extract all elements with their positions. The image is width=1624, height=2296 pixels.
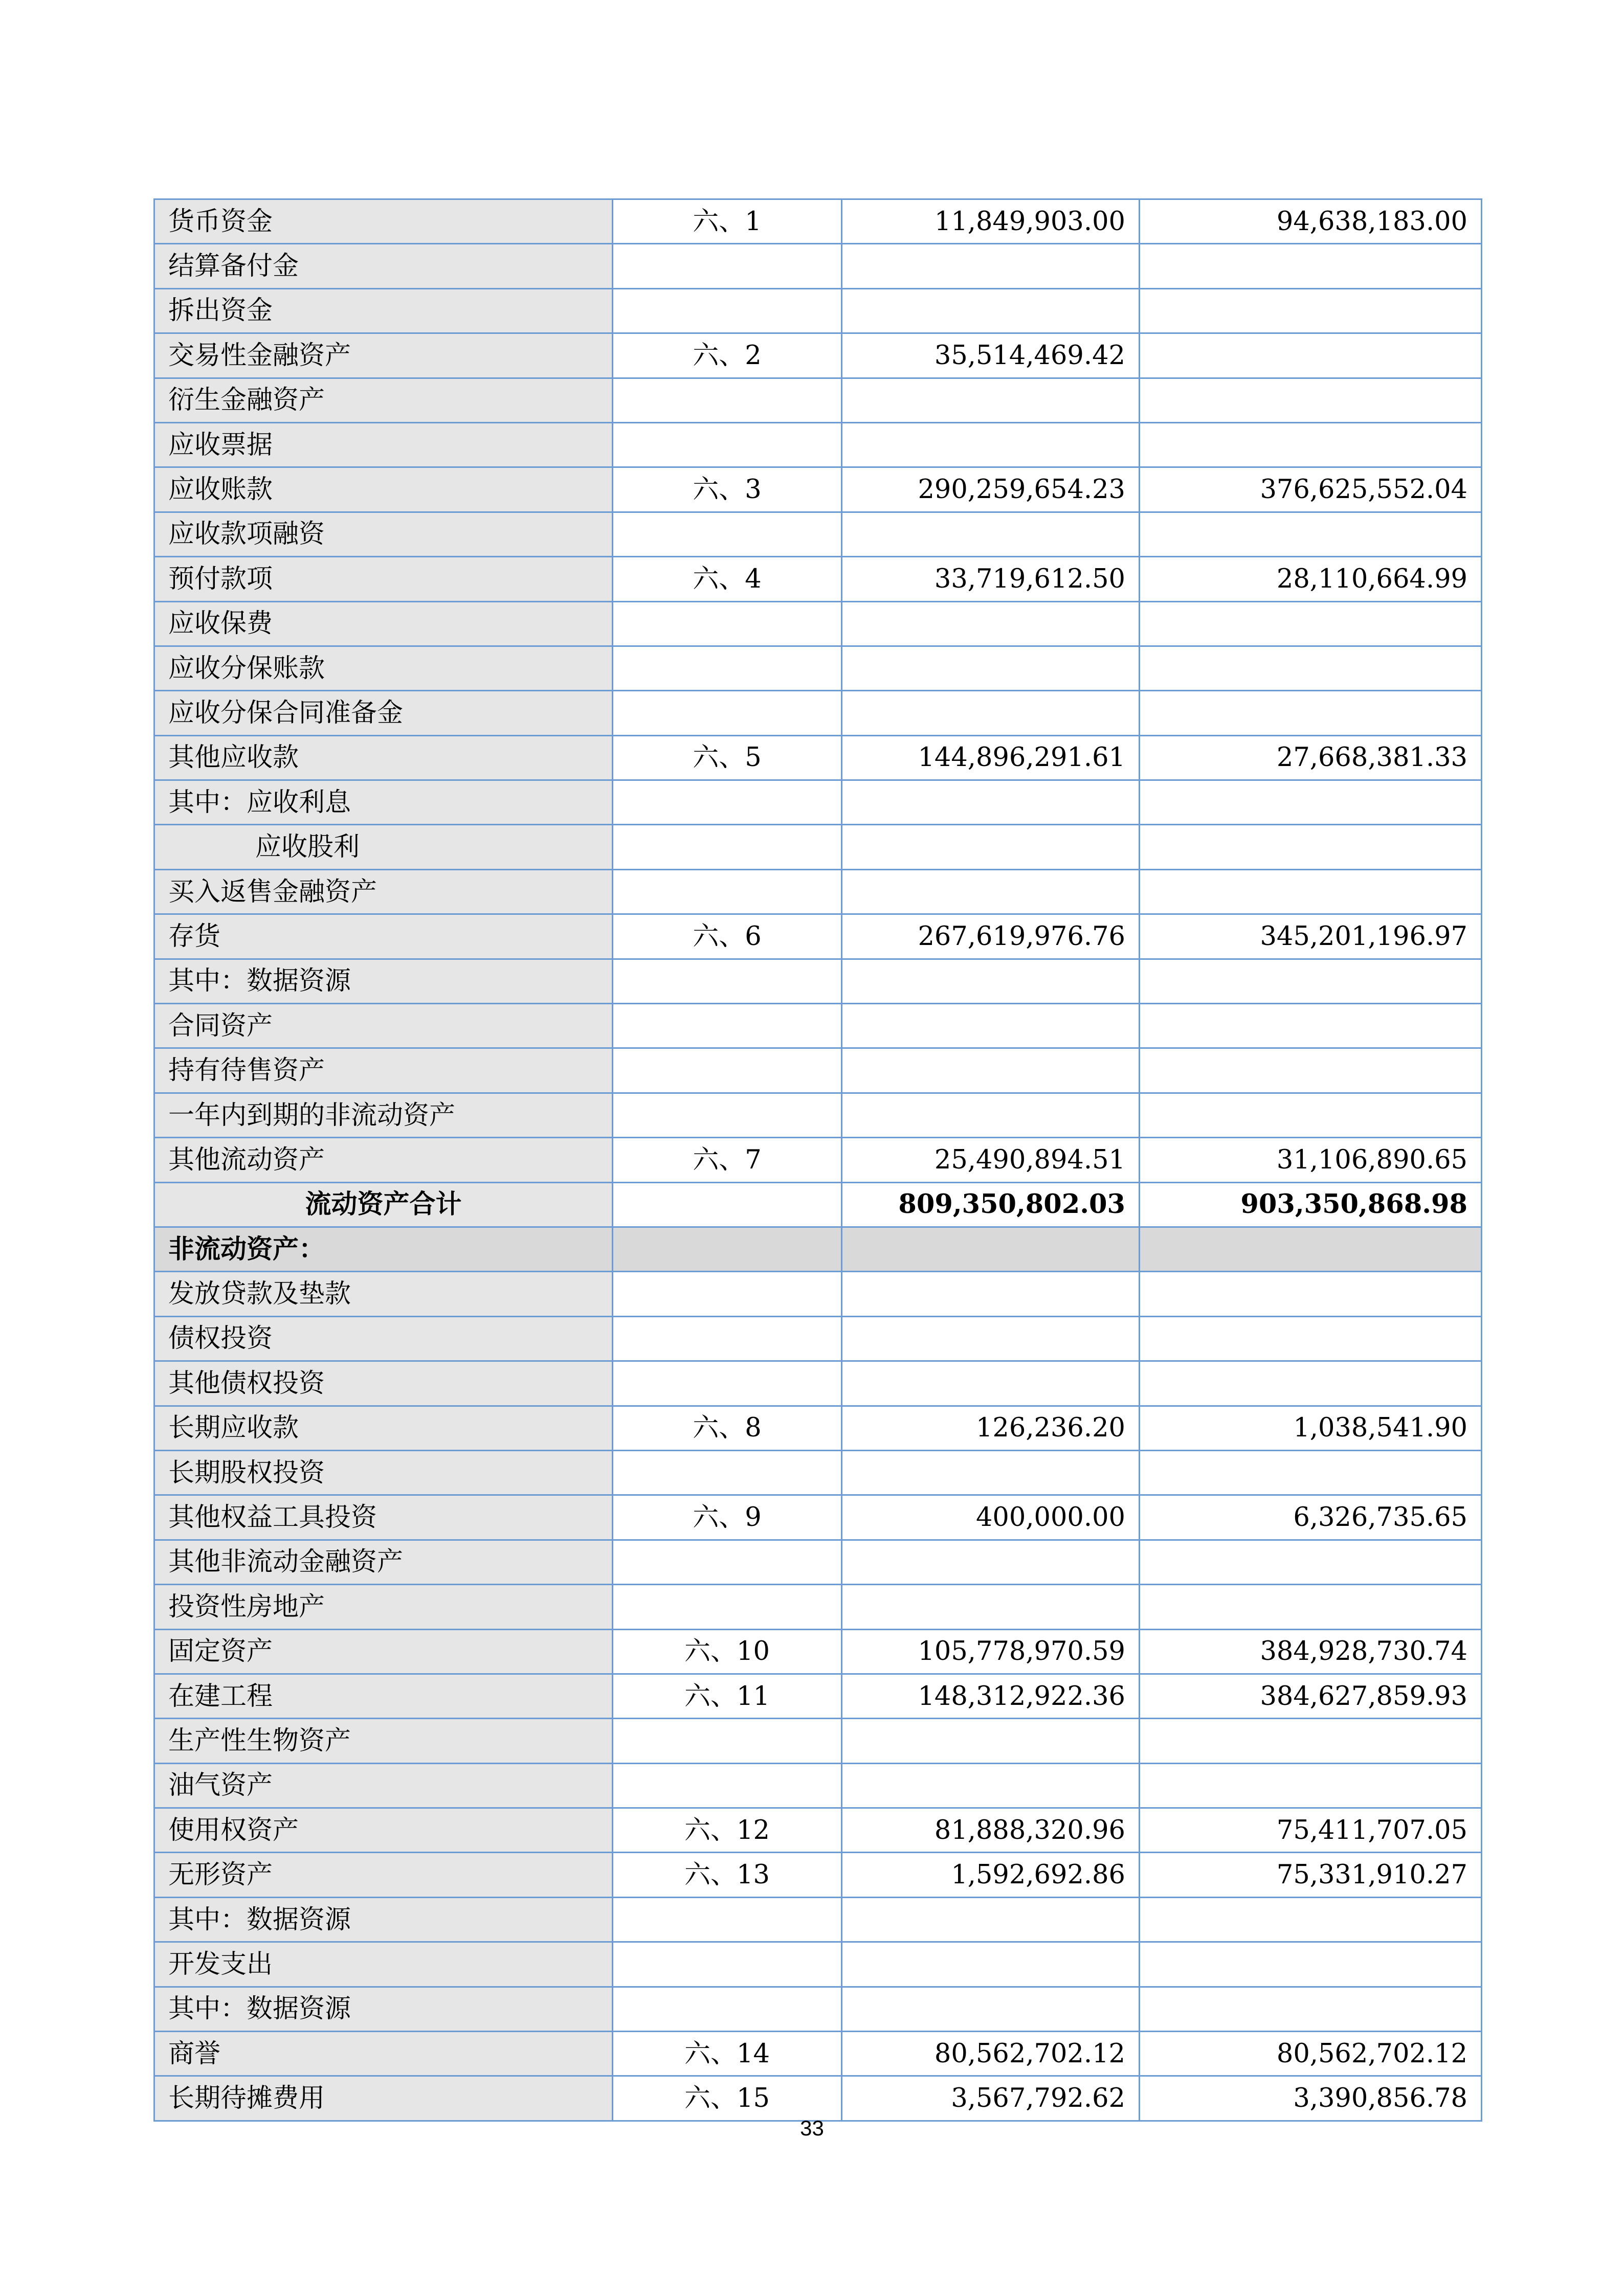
note-ref-cell — [613, 1897, 842, 1942]
current-period-amount: 400,000.00 — [842, 1495, 1140, 1540]
current-period-amount — [842, 378, 1140, 422]
current-period-amount: 809,350,802.03 — [842, 1182, 1140, 1227]
note-ref-cell: 六、9 — [613, 1495, 842, 1540]
table-row — [154, 1406, 1482, 1450]
prior-period-amount: 384,627,859.93 — [1140, 1674, 1482, 1718]
subtotal-row — [154, 1182, 1482, 1227]
note-ref-cell — [613, 1942, 842, 1987]
table-row — [154, 1897, 1482, 1942]
row-label: 交易性金融资产 — [154, 333, 613, 378]
current-period-amount — [842, 1361, 1140, 1406]
row-label: 固定资产 — [154, 1629, 613, 1674]
note-ref-cell — [613, 244, 842, 288]
note-ref-cell — [613, 1450, 842, 1495]
note-ref-cell — [613, 869, 842, 914]
table-row — [154, 199, 1482, 244]
current-period-amount — [842, 1987, 1140, 2031]
table-row — [154, 1048, 1482, 1093]
row-label: 预付款项 — [154, 557, 613, 601]
prior-period-amount — [1140, 288, 1482, 333]
prior-period-amount — [1140, 869, 1482, 914]
table-row — [154, 1093, 1482, 1137]
note-ref-cell — [613, 378, 842, 422]
current-period-amount — [842, 1316, 1140, 1361]
row-label: 非流动资产： — [154, 1227, 613, 1271]
note-ref-cell: 六、12 — [613, 1808, 842, 1853]
note-ref-cell — [613, 601, 842, 646]
table-row — [154, 1942, 1482, 1987]
table-row — [154, 1316, 1482, 1361]
current-period-amount — [842, 512, 1140, 556]
prior-period-amount — [1140, 244, 1482, 288]
table-row — [154, 1629, 1482, 1674]
current-period-amount — [842, 1897, 1140, 1942]
note-ref-cell — [613, 1048, 842, 1093]
table-row — [154, 2076, 1482, 2121]
row-label: 拆出资金 — [154, 288, 613, 333]
table-row — [154, 1540, 1482, 1584]
note-ref-cell: 六、13 — [613, 1853, 842, 1897]
table-row — [154, 1361, 1482, 1406]
current-period-amount — [842, 1585, 1140, 1629]
note-ref-cell — [613, 1093, 842, 1137]
row-label: 其中：数据资源 — [154, 1897, 613, 1942]
table-row — [154, 467, 1482, 512]
row-label: 货币资金 — [154, 199, 613, 244]
prior-period-amount: 903,350,868.98 — [1140, 1182, 1482, 1227]
row-label: 买入返售金融资产 — [154, 869, 613, 914]
current-period-amount: 144,896,291.61 — [842, 735, 1140, 780]
prior-period-amount: 27,668,381.33 — [1140, 735, 1482, 780]
current-period-amount — [842, 1227, 1140, 1271]
current-period-amount — [842, 825, 1140, 869]
row-label: 使用权资产 — [154, 1808, 613, 1853]
row-label: 应收保费 — [154, 601, 613, 646]
table-row — [154, 1272, 1482, 1316]
row-label: 债权投资 — [154, 1316, 613, 1361]
table-row — [154, 735, 1482, 780]
prior-period-amount — [1140, 422, 1482, 467]
note-ref-cell — [613, 1585, 842, 1629]
row-label: 应收分保账款 — [154, 646, 613, 690]
row-label: 持有待售资产 — [154, 1048, 613, 1093]
prior-period-amount — [1140, 646, 1482, 690]
note-ref-cell — [613, 825, 842, 869]
table-row — [154, 959, 1482, 1003]
row-label: 商誉 — [154, 2032, 613, 2076]
current-period-amount: 1,592,692.86 — [842, 1853, 1140, 1897]
prior-period-amount — [1140, 378, 1482, 422]
row-label: 长期待摊费用 — [154, 2076, 613, 2121]
prior-period-amount: 80,562,702.12 — [1140, 2032, 1482, 2076]
table-row — [154, 512, 1482, 556]
table-row — [154, 1450, 1482, 1495]
row-label: 合同资产 — [154, 1004, 613, 1048]
row-label: 结算备付金 — [154, 244, 613, 288]
row-label: 其中：数据资源 — [154, 1987, 613, 2031]
row-label: 衍生金融资产 — [154, 378, 613, 422]
prior-period-amount — [1140, 825, 1482, 869]
prior-period-amount: 1,038,541.90 — [1140, 1406, 1482, 1450]
table-row — [154, 1719, 1482, 1763]
prior-period-amount: 6,326,735.65 — [1140, 1495, 1482, 1540]
current-period-amount — [842, 1048, 1140, 1093]
table-row — [154, 378, 1482, 422]
table-row — [154, 244, 1482, 288]
table-row — [154, 825, 1482, 869]
table-row — [154, 333, 1482, 378]
note-ref-cell: 六、14 — [613, 2032, 842, 2076]
prior-period-amount — [1140, 1897, 1482, 1942]
note-ref-cell — [613, 1987, 842, 2031]
table-row — [154, 1495, 1482, 1540]
current-period-amount: 25,490,894.51 — [842, 1138, 1140, 1182]
prior-period-amount — [1140, 1316, 1482, 1361]
row-label: 应收分保合同准备金 — [154, 691, 613, 735]
table-row — [154, 1987, 1482, 2031]
current-period-amount: 80,562,702.12 — [842, 2032, 1140, 2076]
note-ref-cell: 六、5 — [613, 735, 842, 780]
current-period-amount: 3,567,792.62 — [842, 2076, 1140, 2121]
prior-period-amount: 345,201,196.97 — [1140, 914, 1482, 959]
current-period-amount — [842, 1942, 1140, 1987]
current-period-amount — [842, 422, 1140, 467]
prior-period-amount — [1140, 1272, 1482, 1316]
row-label: 应收款项融资 — [154, 512, 613, 556]
note-ref-cell — [613, 1227, 842, 1271]
note-ref-cell: 六、1 — [613, 199, 842, 244]
current-period-amount — [842, 1719, 1140, 1763]
table-row — [154, 1585, 1482, 1629]
row-label: 应收账款 — [154, 467, 613, 512]
prior-period-amount — [1140, 959, 1482, 1003]
page-number: 33 — [800, 2116, 824, 2140]
current-period-amount: 81,888,320.96 — [842, 1808, 1140, 1853]
note-ref-cell — [613, 1316, 842, 1361]
row-label: 其中：应收利息 — [154, 780, 613, 825]
table-row — [154, 1808, 1482, 1853]
current-period-amount — [842, 691, 1140, 735]
prior-period-amount — [1140, 1719, 1482, 1763]
note-ref-cell — [613, 691, 842, 735]
note-ref-cell — [613, 959, 842, 1003]
note-ref-cell: 六、7 — [613, 1138, 842, 1182]
current-period-amount — [842, 959, 1140, 1003]
row-label: 一年内到期的非流动资产 — [154, 1093, 613, 1137]
current-period-amount — [842, 288, 1140, 333]
current-period-amount: 148,312,922.36 — [842, 1674, 1140, 1718]
row-label: 存货 — [154, 914, 613, 959]
note-ref-cell — [613, 422, 842, 467]
note-ref-cell: 六、11 — [613, 1674, 842, 1718]
row-label: 发放贷款及垫款 — [154, 1272, 613, 1316]
prior-period-amount: 384,928,730.74 — [1140, 1629, 1482, 1674]
row-label: 其他权益工具投资 — [154, 1495, 613, 1540]
current-period-amount — [842, 244, 1140, 288]
note-ref-cell: 六、8 — [613, 1406, 842, 1450]
current-period-amount — [842, 869, 1140, 914]
prior-period-amount: 31,106,890.65 — [1140, 1138, 1482, 1182]
table-row — [154, 601, 1482, 646]
row-label: 无形资产 — [154, 1853, 613, 1897]
prior-period-amount — [1140, 1093, 1482, 1137]
current-period-amount: 290,259,654.23 — [842, 467, 1140, 512]
row-label: 其他非流动金融资产 — [154, 1540, 613, 1584]
note-ref-cell — [613, 1272, 842, 1316]
prior-period-amount — [1140, 1942, 1482, 1987]
prior-period-amount: 3,390,856.78 — [1140, 2076, 1482, 2121]
prior-period-amount: 376,625,552.04 — [1140, 467, 1482, 512]
row-label: 投资性房地产 — [154, 1585, 613, 1629]
section-header-row — [154, 1227, 1482, 1271]
note-ref-cell — [613, 1182, 842, 1227]
table-row — [154, 1763, 1482, 1808]
note-ref-cell — [613, 1004, 842, 1048]
note-ref-cell: 六、6 — [613, 914, 842, 959]
row-label: 生产性生物资产 — [154, 1719, 613, 1763]
current-period-amount — [842, 1763, 1140, 1808]
note-ref-cell: 六、2 — [613, 333, 842, 378]
prior-period-amount: 28,110,664.99 — [1140, 557, 1482, 601]
row-label: 其他应收款 — [154, 735, 613, 780]
current-period-amount: 11,849,903.00 — [842, 199, 1140, 244]
row-label: 开发支出 — [154, 1942, 613, 1987]
note-ref-cell: 六、3 — [613, 467, 842, 512]
note-ref-cell: 六、4 — [613, 557, 842, 601]
row-label: 其他流动资产 — [154, 1138, 613, 1182]
table-row — [154, 1674, 1482, 1718]
row-label: 在建工程 — [154, 1674, 613, 1718]
table-row — [154, 646, 1482, 690]
prior-period-amount: 94,638,183.00 — [1140, 199, 1482, 244]
row-label: 应收股利 — [154, 825, 613, 869]
note-ref-cell — [613, 1719, 842, 1763]
prior-period-amount — [1140, 1585, 1482, 1629]
table-row — [154, 422, 1482, 467]
table-row — [154, 914, 1482, 959]
row-label: 流动资产合计 — [154, 1182, 613, 1227]
prior-period-amount: 75,411,707.05 — [1140, 1808, 1482, 1853]
prior-period-amount — [1140, 1763, 1482, 1808]
row-label: 其他债权投资 — [154, 1361, 613, 1406]
prior-period-amount — [1140, 1004, 1482, 1048]
table-row — [154, 1138, 1482, 1182]
current-period-amount: 267,619,976.76 — [842, 914, 1140, 959]
note-ref-cell — [613, 646, 842, 690]
prior-period-amount — [1140, 1987, 1482, 2031]
current-period-amount — [842, 780, 1140, 825]
table-row — [154, 869, 1482, 914]
note-ref-cell: 六、15 — [613, 2076, 842, 2121]
prior-period-amount — [1140, 1450, 1482, 1495]
note-ref-cell — [613, 1763, 842, 1808]
prior-period-amount — [1140, 512, 1482, 556]
current-period-amount: 105,778,970.59 — [842, 1629, 1140, 1674]
prior-period-amount — [1140, 601, 1482, 646]
row-label: 长期股权投资 — [154, 1450, 613, 1495]
current-period-amount: 33,719,612.50 — [842, 557, 1140, 601]
row-label: 长期应收款 — [154, 1406, 613, 1450]
note-ref-cell — [613, 288, 842, 333]
prior-period-amount — [1140, 1540, 1482, 1584]
current-period-amount: 126,236.20 — [842, 1406, 1140, 1450]
row-label: 其中：数据资源 — [154, 959, 613, 1003]
note-ref-cell — [613, 1540, 842, 1584]
current-period-amount: 35,514,469.42 — [842, 333, 1140, 378]
note-ref-cell — [613, 1361, 842, 1406]
current-period-amount — [842, 1093, 1140, 1137]
table-row — [154, 288, 1482, 333]
note-ref-cell — [613, 512, 842, 556]
table-row — [154, 780, 1482, 825]
table-row — [154, 557, 1482, 601]
prior-period-amount: 75,331,910.27 — [1140, 1853, 1482, 1897]
note-ref-cell — [613, 780, 842, 825]
current-period-amount — [842, 646, 1140, 690]
prior-period-amount — [1140, 780, 1482, 825]
prior-period-amount — [1140, 333, 1482, 378]
current-period-amount — [842, 1272, 1140, 1316]
current-period-amount — [842, 1450, 1140, 1495]
prior-period-amount — [1140, 1048, 1482, 1093]
balance-sheet-table — [153, 198, 1482, 2122]
prior-period-amount — [1140, 1361, 1482, 1406]
table-row — [154, 2032, 1482, 2076]
table-row — [154, 1853, 1482, 1897]
row-label: 应收票据 — [154, 422, 613, 467]
table-row — [154, 691, 1482, 735]
prior-period-amount — [1140, 1227, 1482, 1271]
balance-sheet-body — [154, 199, 1482, 2121]
row-label: 油气资产 — [154, 1763, 613, 1808]
current-period-amount — [842, 1540, 1140, 1584]
current-period-amount — [842, 601, 1140, 646]
current-period-amount — [842, 1004, 1140, 1048]
note-ref-cell: 六、10 — [613, 1629, 842, 1674]
prior-period-amount — [1140, 691, 1482, 735]
table-row — [154, 1004, 1482, 1048]
